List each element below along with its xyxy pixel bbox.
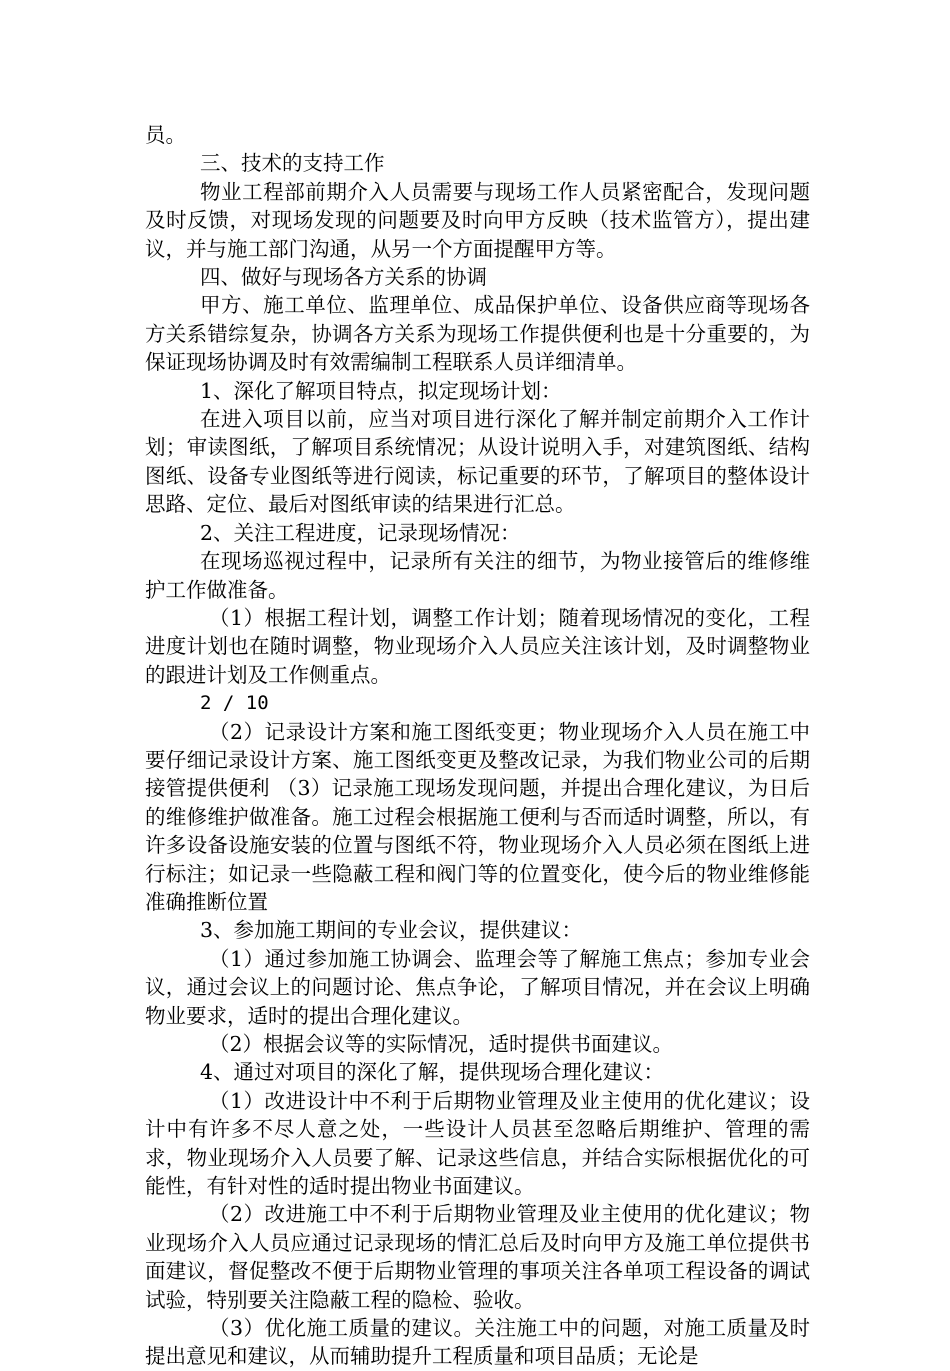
list-item: （1）根据工程计划，调整工作计划；随着现场情况的变化，工程进度计划也在随时调整，物业现场介入人员应关注该计划，及时调整物业的跟进计划及工作侧重点。 bbox=[145, 605, 810, 687]
paragraph: 员。 bbox=[145, 123, 186, 147]
list-item: （2）改进施工中不利于后期物业管理及业主使用的优化建议；物业现场介入人员应通过记录现场的情汇总后及时向甲方及施工单位提供书面建议，督促整改不便于后期物业管理的事项关注各单项工程设备的调试试验，特别要关注隐蔽工程的隐检、验收。 bbox=[145, 1202, 810, 1312]
list-item: （1）通过参加施工协调会、监理会等了解施工焦点；参加专业会议，通过会议上的问题讨论、焦点争论，了解项目情况，并在会议上明确物业要求，适时的提出合理化建议。 bbox=[145, 946, 810, 1028]
section-heading: 四、做好与现场各方关系的协调 bbox=[200, 265, 487, 290]
paragraph: 物业工程部前期介入人员需要与现场工作人员紧密配合，发现问题及时反馈，对现场发现的问题要及时向甲方反映（技术监管方），提出建议，并与施工部门沟通，从另一个方面提醒甲方等。 bbox=[145, 179, 810, 261]
list-item: （2）根据会议等的实际情况，适时提供书面建议。 bbox=[209, 1032, 674, 1056]
subsection-heading: 2、关注工程进度，记录现场情况： bbox=[200, 520, 521, 545]
subsection-heading: 4、通过对项目的深化了解，提供现场合理化建议： bbox=[200, 1060, 665, 1085]
subsection-heading: 3、参加施工期间的专业会议，提供建议： bbox=[200, 918, 583, 943]
paragraph: 在现场巡视过程中，记录所有关注的细节，为物业接管后的维修维护工作做准备。 bbox=[145, 549, 810, 602]
subsection-heading: 1、深化了解项目特点，拟定现场计划： bbox=[200, 378, 562, 403]
paragraph: 在进入项目以前，应当对项目进行深化了解并制定前期介入工作计划；审读图纸，了解项目系统情况；从设计说明入手，对建筑图纸、结构图纸、设备专业图纸等进行阅读，标记重要的环节，了解项目的整体设计思路、定位、最后对图纸审读的结果进行汇总。 bbox=[145, 407, 810, 517]
section-heading: 三、技术的支持工作 bbox=[200, 151, 385, 176]
paragraph: 甲方、施工单位、监理单位、成品保护单位、设备供应商等现场各方关系错综复杂，协调各方关系为现场工作提供便利也是十分重要的，为保证现场协调及时有效需编制工程联系人员详细清单。 bbox=[145, 293, 810, 375]
list-item: （1）改进设计中不利于后期物业管理及业主使用的优化建议；设计中有许多不尽人意之处，一些设计人员甚至忽略后期维护、管理的需求，物业现场介入人员要了解、记录这些信息，并结合实际根据优化的可能性，有针对性的适时提出物业书面建议。 bbox=[145, 1088, 810, 1199]
page-number: 2 / 10 bbox=[200, 692, 269, 715]
list-item: （2）记录设计方案和施工图纸变更；物业现场介入人员在施工中要仔细记录设计方案、施工图纸变更及整改记录，为我们物业公司的后期接管提供便利 （3）记录施工现场发现问题，并提出合理化建议，为日后的维修维护做准备。施工过程会根据施工便利与否而适时调整，所以，有许多设备设施安装的位置与图纸不符，物业现场介入人员必须在图纸上进行标注；如记录一些隐蔽工程和阀门等的位置变化，使今后的物业维修能准确推断位置 bbox=[145, 719, 810, 914]
list-item: （3）优化施工质量的建议。关注施工中的问题，对施工质量及时提出意见和建议，从而辅助提升工程质量和项目品质；无论是 bbox=[145, 1316, 810, 1369]
document-body bbox=[145, 121, 810, 1371]
